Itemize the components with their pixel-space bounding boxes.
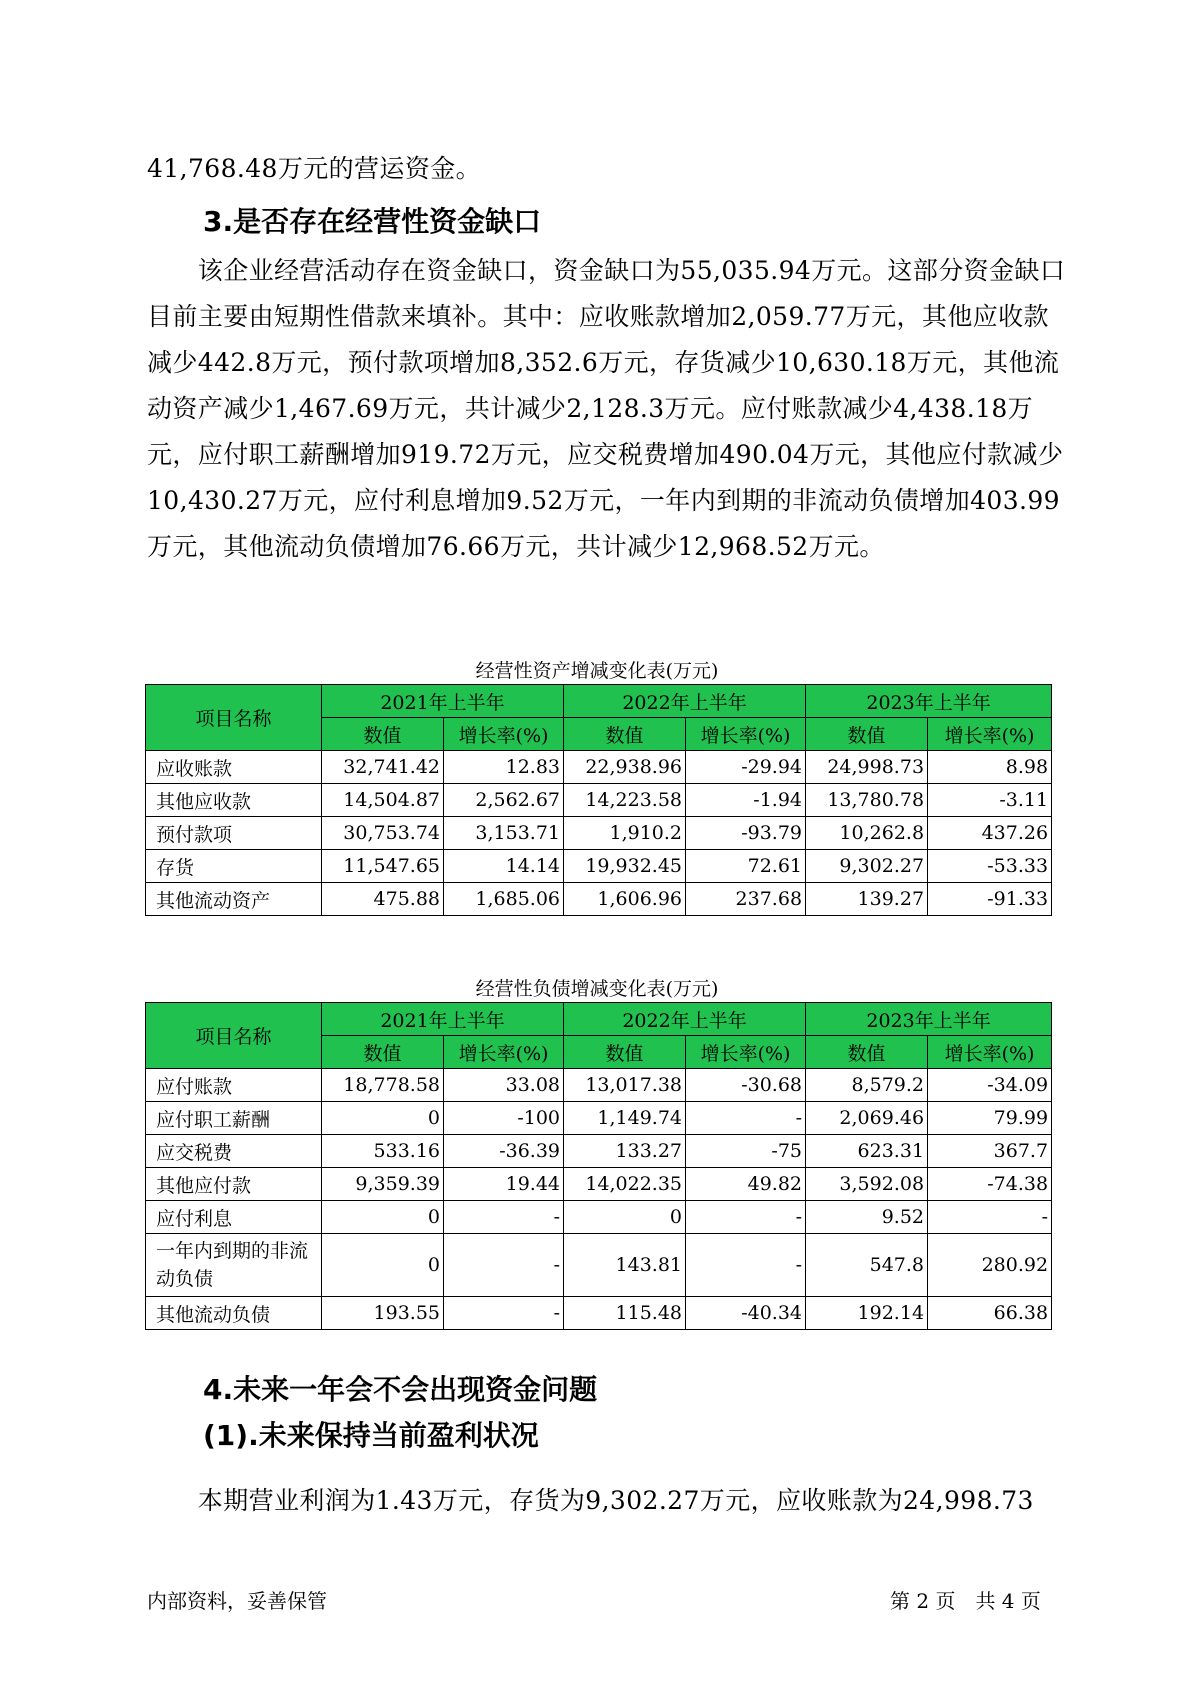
header-value: 数值 xyxy=(322,1036,444,1069)
row-label: 应付账款 xyxy=(146,1069,322,1102)
rate-cell: - xyxy=(444,1201,564,1234)
value-cell: 13,780.78 xyxy=(806,784,928,817)
table-row xyxy=(146,1168,1052,1201)
rate-cell: -29.94 xyxy=(686,751,806,784)
row-label: 其他流动负债 xyxy=(146,1297,322,1330)
header-rate: 增长率(%) xyxy=(928,718,1052,751)
header-year-2023: 2023年上半年 xyxy=(806,685,1052,718)
value-cell: 0 xyxy=(322,1201,444,1234)
header-rate: 增长率(%) xyxy=(686,1036,806,1069)
value-cell: 0 xyxy=(322,1234,444,1297)
rate-cell: 437.26 xyxy=(928,817,1052,850)
header-item-name: 项目名称 xyxy=(146,1003,322,1069)
header-rate: 增长率(%) xyxy=(444,1036,564,1069)
rate-cell: -34.09 xyxy=(928,1069,1052,1102)
header-year-2021: 2021年上半年 xyxy=(322,1003,564,1036)
value-cell: 24,998.73 xyxy=(806,751,928,784)
header-value: 数值 xyxy=(322,718,444,751)
value-cell: 10,262.8 xyxy=(806,817,928,850)
rate-cell: 1,685.06 xyxy=(444,883,564,916)
assets-change-table xyxy=(145,684,1052,916)
row-label: 存货 xyxy=(146,850,322,883)
table-row xyxy=(146,1234,1052,1297)
rate-cell: -36.39 xyxy=(444,1135,564,1168)
rate-cell: 66.38 xyxy=(928,1297,1052,1330)
header-rate: 增长率(%) xyxy=(928,1036,1052,1069)
value-cell: 0 xyxy=(322,1102,444,1135)
rate-cell: 280.92 xyxy=(928,1234,1052,1297)
rate-cell: - xyxy=(444,1297,564,1330)
value-cell: 14,022.35 xyxy=(564,1168,686,1201)
value-cell: 14,504.87 xyxy=(322,784,444,817)
value-cell: 22,938.96 xyxy=(564,751,686,784)
rate-cell: - xyxy=(444,1234,564,1297)
row-label: 预付款项 xyxy=(146,817,322,850)
caption-assets-table: 经营性资产增减变化表(万元) xyxy=(475,660,719,682)
value-cell: 3,592.08 xyxy=(806,1168,928,1201)
rate-cell: 19.44 xyxy=(444,1168,564,1201)
rate-cell: 2,562.67 xyxy=(444,784,564,817)
rate-cell: 12.83 xyxy=(444,751,564,784)
rate-cell: 79.99 xyxy=(928,1102,1052,1135)
value-cell: 139.27 xyxy=(806,883,928,916)
value-cell: 2,069.46 xyxy=(806,1102,928,1135)
value-cell: 14,223.58 xyxy=(564,784,686,817)
table-row xyxy=(146,850,1052,883)
footer-page-number: 第 2 页 共 4 页 xyxy=(890,1589,1041,1613)
header-year-2022: 2022年上半年 xyxy=(564,1003,806,1036)
table-row xyxy=(146,1201,1052,1234)
rate-cell: -91.33 xyxy=(928,883,1052,916)
value-cell: 9,359.39 xyxy=(322,1168,444,1201)
value-cell: 19,932.45 xyxy=(564,850,686,883)
rate-cell: -100 xyxy=(444,1102,564,1135)
rate-cell: - xyxy=(928,1201,1052,1234)
value-cell: 533.16 xyxy=(322,1135,444,1168)
value-cell: 143.81 xyxy=(564,1234,686,1297)
row-label: 应收账款 xyxy=(146,751,322,784)
header-value: 数值 xyxy=(564,718,686,751)
rate-cell: -40.34 xyxy=(686,1297,806,1330)
rate-cell: -1.94 xyxy=(686,784,806,817)
rate-cell: -93.79 xyxy=(686,817,806,850)
rate-cell: 367.7 xyxy=(928,1135,1052,1168)
liabilities-change-table xyxy=(145,1002,1052,1330)
header-value: 数值 xyxy=(564,1036,686,1069)
value-cell: 9,302.27 xyxy=(806,850,928,883)
value-cell: 623.31 xyxy=(806,1135,928,1168)
header-year-2022: 2022年上半年 xyxy=(564,685,806,718)
row-label: 其他流动资产 xyxy=(146,883,322,916)
value-cell: 475.88 xyxy=(322,883,444,916)
header-value: 数值 xyxy=(806,1036,928,1069)
rate-cell: 49.82 xyxy=(686,1168,806,1201)
table-row xyxy=(146,817,1052,850)
header-rate: 增长率(%) xyxy=(686,718,806,751)
value-cell: 30,753.74 xyxy=(322,817,444,850)
header-year-2021: 2021年上半年 xyxy=(322,685,564,718)
value-cell: 115.48 xyxy=(564,1297,686,1330)
rate-cell: -53.33 xyxy=(928,850,1052,883)
rate-cell: -3.11 xyxy=(928,784,1052,817)
table-row xyxy=(146,751,1052,784)
rate-cell: 14.14 xyxy=(444,850,564,883)
value-cell: 32,741.42 xyxy=(322,751,444,784)
table-row xyxy=(146,1069,1052,1102)
value-cell: 13,017.38 xyxy=(564,1069,686,1102)
paragraph-working-capital: 41,768.48万元的营运资金。 xyxy=(147,154,482,183)
header-rate: 增长率(%) xyxy=(444,718,564,751)
header-year-2023: 2023年上半年 xyxy=(806,1003,1052,1036)
value-cell: 547.8 xyxy=(806,1234,928,1297)
rate-cell: 237.68 xyxy=(686,883,806,916)
paragraph-operating-profit: 本期营业利润为1.43万元，存货为9,302.27万元，应收账款为24,998.73 xyxy=(147,1486,1034,1515)
table-row xyxy=(146,784,1052,817)
rate-cell: - xyxy=(686,1234,806,1297)
footer-confidential-note: 内部资料，妥善保管 xyxy=(147,1589,327,1613)
value-cell: 192.14 xyxy=(806,1297,928,1330)
value-cell: 133.27 xyxy=(564,1135,686,1168)
value-cell: 1,910.2 xyxy=(564,817,686,850)
rate-cell: 33.08 xyxy=(444,1069,564,1102)
rate-cell: -30.68 xyxy=(686,1069,806,1102)
header-value: 数值 xyxy=(806,718,928,751)
paragraph-funding-gap: 该企业经营活动存在资金缺口，资金缺口为55,035.94万元。这部分资金缺口目前主要由短期性借款来填补。其中：应收账款增加2,059.77万元，其他应收款减少442.8万元，预付款项增加8,352.6万元，存货减少10,630.18万元，其他流动资产减少1,467.69万元，共计减少2,128.3万元。应付账款减少4,438.18万元，应付职工薪酬增加919.72万元，应交税费增加490.04万元，其他应付款减少10,430.27万元，应付利息增加9.52万元，一年内到期的非流动负债增加403.99万元，其他流动负债增加76.66万元，共计减少12,968.52万元。 xyxy=(147,256,1066,561)
row-label: 一年内到期的非流动负债 xyxy=(146,1234,322,1297)
row-label: 应付职工薪酬 xyxy=(146,1102,322,1135)
table-row xyxy=(146,883,1052,916)
value-cell: 11,547.65 xyxy=(322,850,444,883)
row-label: 其他应付款 xyxy=(146,1168,322,1201)
rate-cell: 3,153.71 xyxy=(444,817,564,850)
rate-cell: -75 xyxy=(686,1135,806,1168)
rate-cell: - xyxy=(686,1102,806,1135)
value-cell: 8,579.2 xyxy=(806,1069,928,1102)
rate-cell: - xyxy=(686,1201,806,1234)
header-item-name: 项目名称 xyxy=(146,685,322,751)
heading-current-profit: (1).未来保持当前盈利状况 xyxy=(203,1419,539,1452)
row-label: 应交税费 xyxy=(146,1135,322,1168)
heading-next-year-funding: 4.未来一年会不会出现资金问题 xyxy=(203,1373,598,1406)
value-cell: 193.55 xyxy=(322,1297,444,1330)
value-cell: 18,778.58 xyxy=(322,1069,444,1102)
value-cell: 1,606.96 xyxy=(564,883,686,916)
table-row xyxy=(146,1102,1052,1135)
row-label: 应付利息 xyxy=(146,1201,322,1234)
caption-liabilities-table: 经营性负债增减变化表(万元) xyxy=(475,978,719,1000)
value-cell: 1,149.74 xyxy=(564,1102,686,1135)
table-row xyxy=(146,1297,1052,1330)
value-cell: 9.52 xyxy=(806,1201,928,1234)
rate-cell: 8.98 xyxy=(928,751,1052,784)
rate-cell: 72.61 xyxy=(686,850,806,883)
value-cell: 0 xyxy=(564,1201,686,1234)
row-label: 其他应收款 xyxy=(146,784,322,817)
table-row xyxy=(146,1135,1052,1168)
rate-cell: -74.38 xyxy=(928,1168,1052,1201)
heading-funding-gap: 3.是否存在经营性资金缺口 xyxy=(203,205,542,238)
